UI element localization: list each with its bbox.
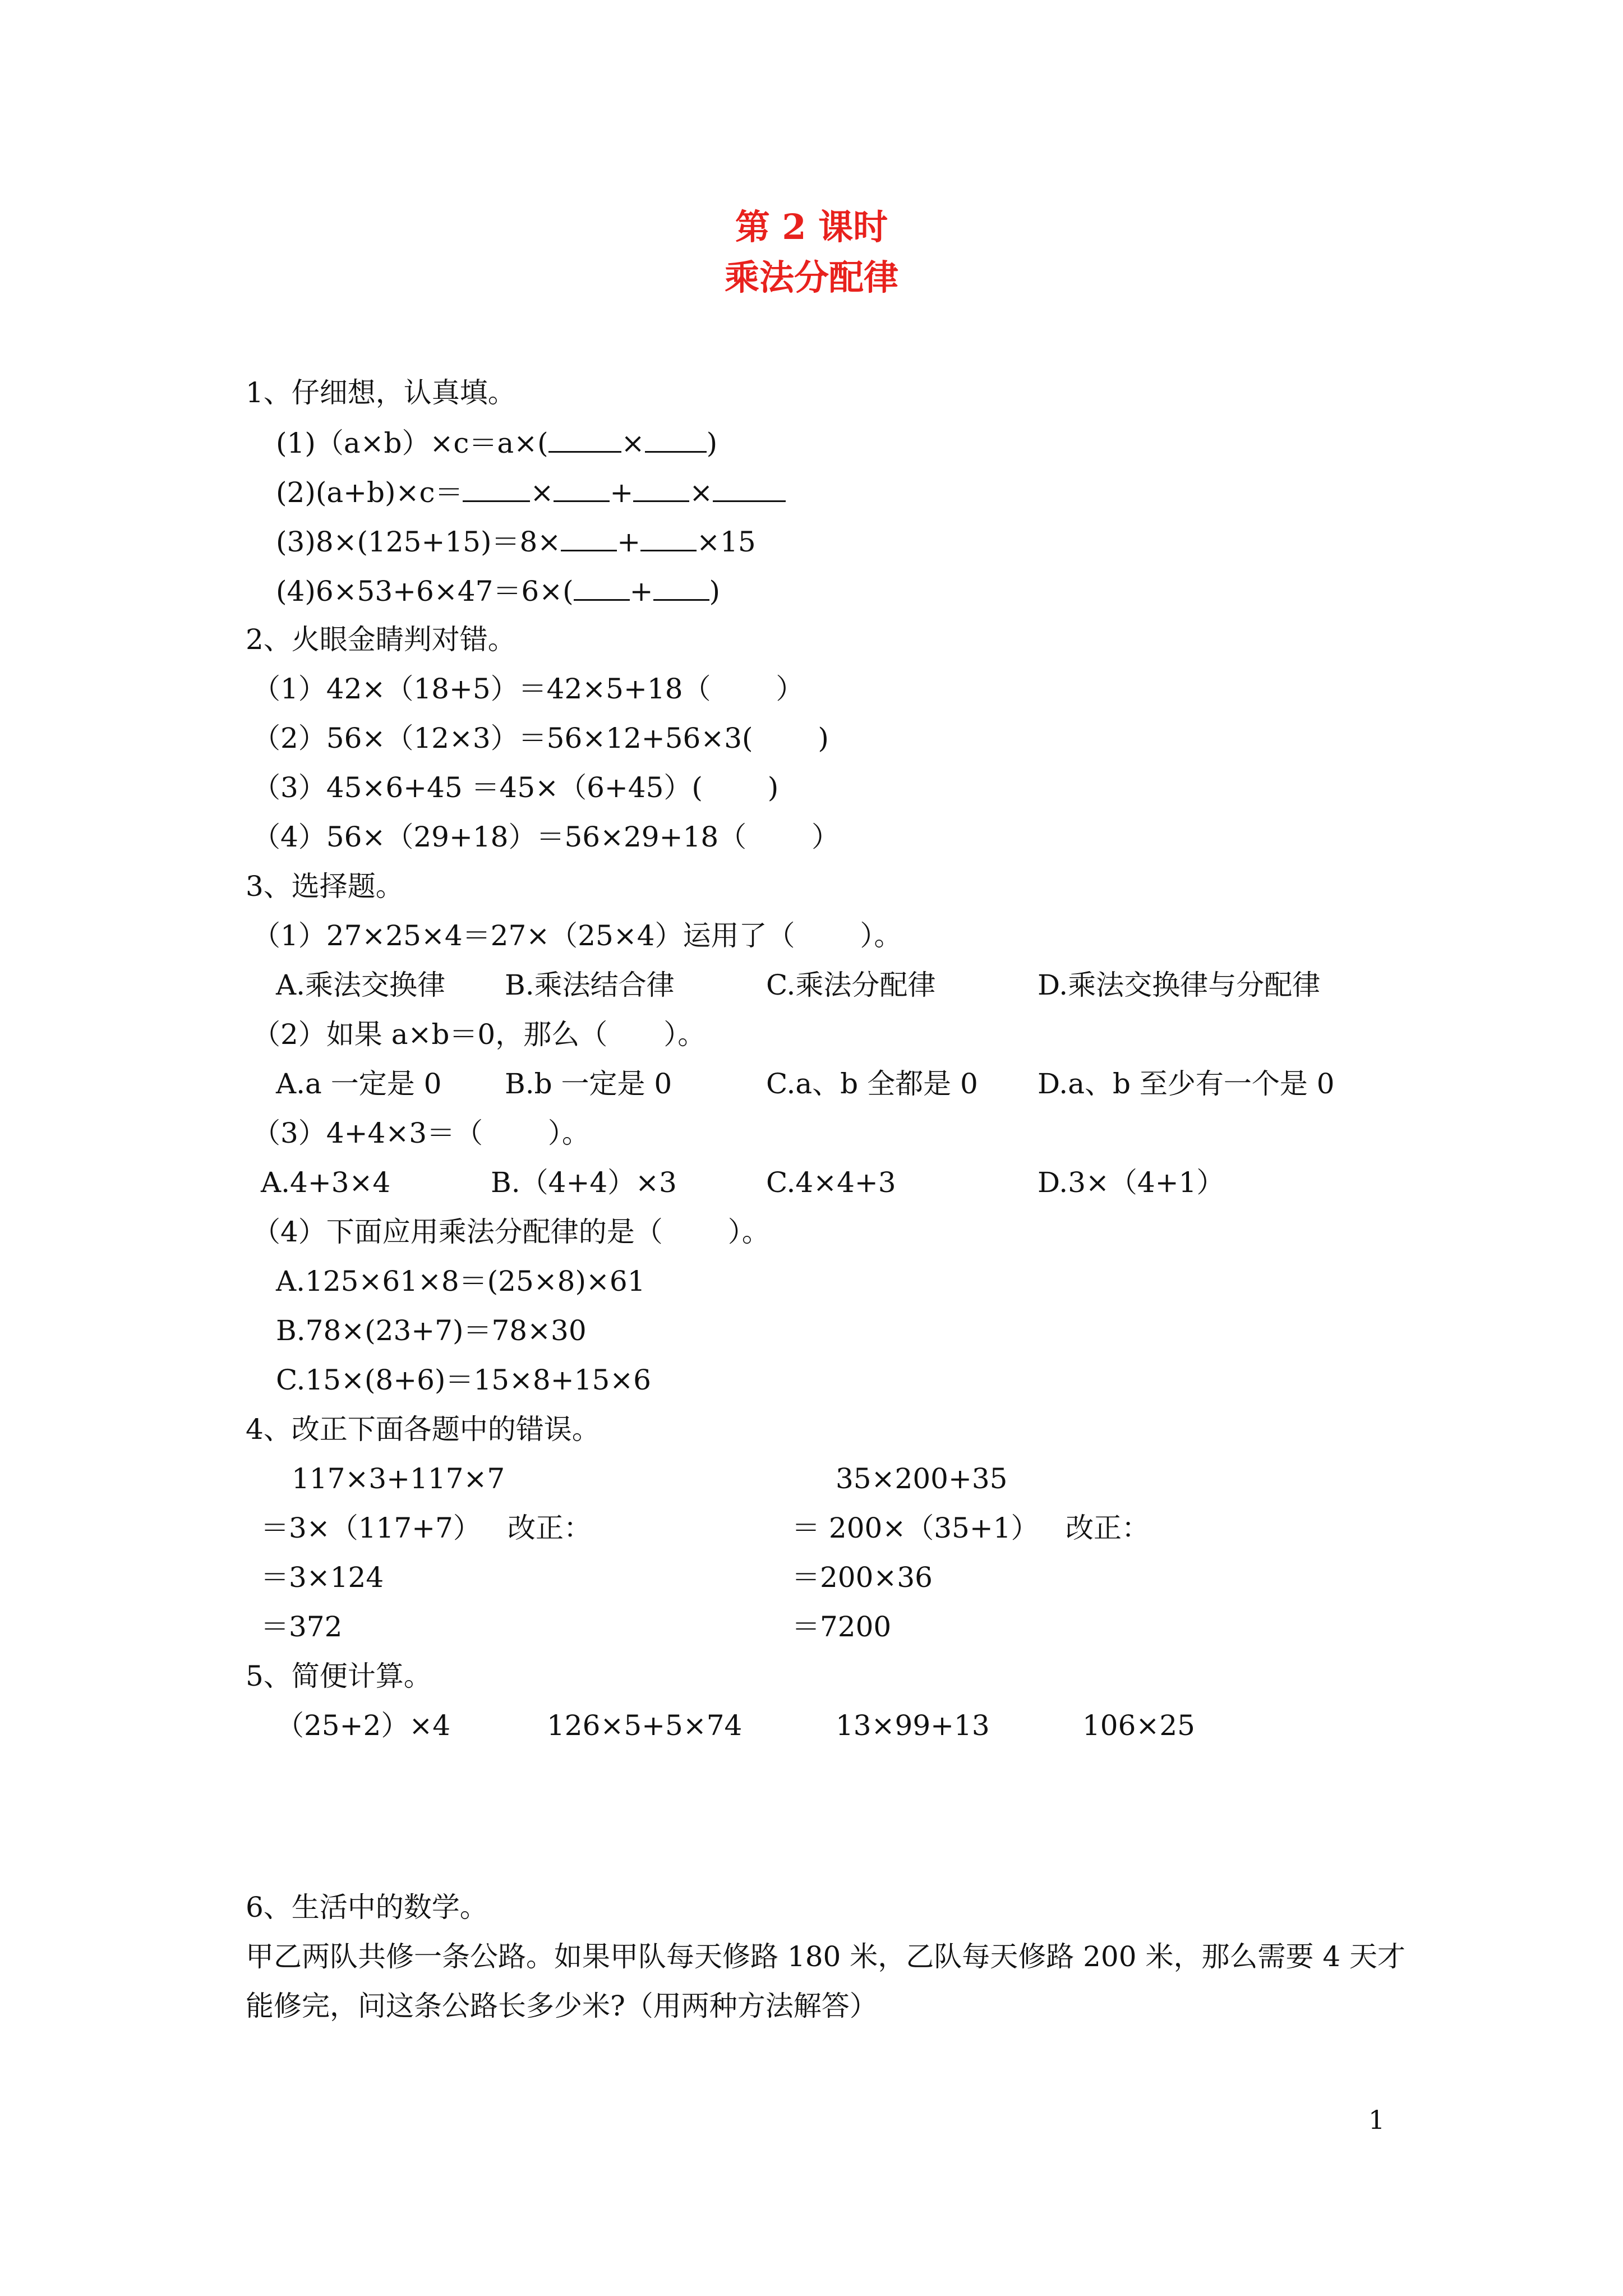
wrong-step: 117×3+117×7 [292,1462,505,1495]
option-c: C.4×4+3 [766,1166,896,1199]
choice-question-4: （4）下面应用乘法分配律的是（ ）。 [252,1216,770,1248]
choice-question-3: （3）4+4×3＝（ ）。 [252,1117,590,1149]
option-d: D.乘法交换律与分配律 [1038,969,1321,1001]
section-4-heading: 4、改正下面各题中的错误。 [246,1413,600,1446]
option-c: C.15×(8+6)＝15×8+15×6 [276,1364,651,1396]
page-number: 1 [1368,2105,1385,2135]
lesson-title: 乘法分配律 [724,257,898,298]
option-a: A.a 一定是 0 [276,1068,442,1100]
fix-label: 改正： [1066,1512,1150,1544]
wrong-step: ＝200×36 [792,1561,933,1594]
option-c: C.a、b 全都是 0 [766,1068,978,1100]
option-a: A.4+3×4 [261,1166,391,1199]
choice-question-1: （1）27×25×4＝27×（25×4）运用了（ ）。 [252,919,902,952]
calc-item: （25+2）×4 [276,1709,451,1742]
calc-item: 13×99+13 [836,1709,990,1742]
wrong-step: ＝372 [261,1611,343,1643]
option-a: A.125×61×8＝(25×8)×61 [276,1265,645,1297]
wrong-step: ＝3×124 [261,1561,384,1594]
option-d: D.a、b 至少有一个是 0 [1038,1068,1335,1100]
fill-question-3: (3)8×(125+15)＝8× + ×15 [276,524,756,559]
fill-question-4: (4)6×53+6×47＝6×( + ) [276,573,720,608]
wrong-step: ＝3×（117+7） [261,1512,481,1544]
word-problem-line-1: 甲乙两队共修一条公路。如果甲队每天修路 180 米，乙队每天修路 200 米，那么需要 4 天才 [246,1940,1406,1973]
option-d: D.3×（4+1） [1038,1166,1225,1199]
wrong-step: ＝ 200×（35+1） [792,1512,1039,1544]
judge-item: （3）45×6+45 ＝45×（6+45）( ) [252,771,779,804]
judge-item: （2）56×（12×3）＝56×12+56×3( ) [252,722,829,754]
option-b: B.78×(23+7)＝78×30 [276,1314,587,1347]
fill-question-2: (2)(a+b)×c＝ × + × [276,475,786,509]
wrong-step: 35×200+35 [836,1462,1008,1495]
section-6-heading: 6、生活中的数学。 [246,1891,488,1924]
option-c: C.乘法分配律 [766,969,936,1001]
lesson-number: 第 2 课时 [735,206,888,247]
word-problem-line-2: 能修完，问这条公路长多少米?（用两种方法解答） [246,1990,878,2022]
calc-item: 106×25 [1082,1709,1195,1742]
section-5-heading: 5、简便计算。 [246,1660,432,1692]
judge-item: （1）42×（18+5）＝42×5+18（ ） [252,673,804,705]
judge-item: （4）56×（29+18）＝56×29+18（ ） [252,821,840,853]
fix-label: 改正： [508,1512,592,1544]
fill-question-1: (1)（a×b）×c＝a×( × ) [276,425,717,460]
section-3-heading: 3、选择题。 [246,870,404,903]
option-a: A.乘法交换律 [276,969,446,1001]
calc-item: 126×5+5×74 [547,1709,743,1742]
option-b: B.b 一定是 0 [505,1068,672,1100]
option-b: B.（4+4）×3 [491,1166,677,1199]
option-b: B.乘法结合律 [505,969,675,1001]
section-2-heading: 2、火眼金睛判对错。 [246,623,516,656]
choice-question-2: （2）如果 a×b＝0，那么（ ）。 [252,1018,706,1051]
section-1-heading: 1、仔细想，认真填。 [246,376,516,409]
wrong-step: ＝7200 [792,1611,892,1643]
